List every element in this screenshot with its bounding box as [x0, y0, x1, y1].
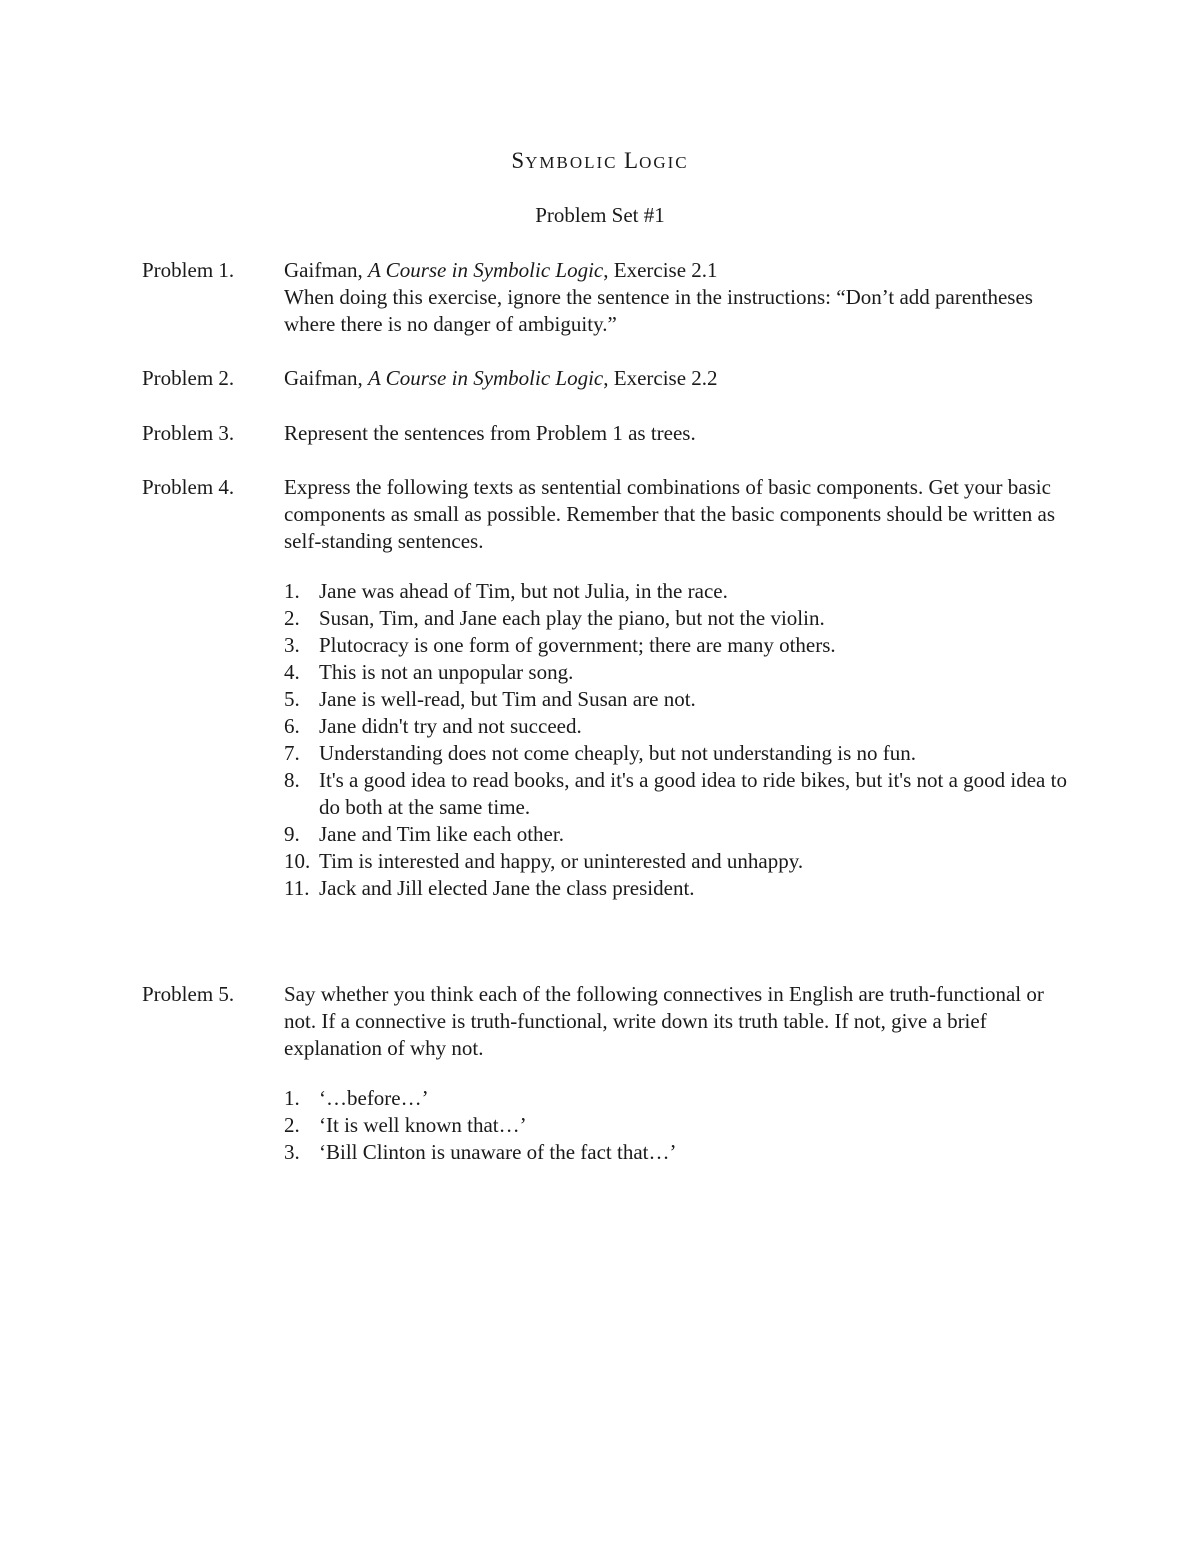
problem-note: When doing this exercise, ignore the sentence in the instructions: “Don’t add parentheses where there is no danger of ambiguity.”: [284, 285, 1033, 336]
problem-4-list: [284, 578, 1074, 902]
list-item: 1. ‘…before…’: [284, 1086, 429, 1110]
list-item: 2. ‘It is well known that…’: [284, 1113, 527, 1137]
problem-text: Represent the sentences from Problem 1 as trees.: [284, 421, 696, 445]
problem-label: Problem 3.: [142, 421, 235, 445]
list-item: 2. Susan, Tim, and Jane each play the piano, but not the violin.: [284, 606, 825, 630]
list-item: 4. This is not an unpopular song.: [284, 660, 574, 684]
list-item: 11. Jack and Jill elected Jane the class president.: [284, 876, 695, 900]
problem-body: [284, 257, 1074, 338]
problem-label: Problem 4.: [142, 475, 235, 499]
problem-body: [284, 365, 1074, 392]
problem-text: Say whether you think each of the following connectives in English are truth-functional or not. If a connective is truth-functional, write down its truth table. If not, give a brief explanation of why not.: [284, 982, 1044, 1060]
list-item: 3. Plutocracy is one form of government; there are many others.: [284, 633, 836, 657]
list-item: 6. Jane didn't try and not succeed.: [284, 714, 582, 738]
list-item: 5. Jane is well-read, but Tim and Susan are not.: [284, 687, 696, 711]
book-title: A Course in Symbolic Logic: [367, 258, 604, 282]
problem-text: Express the following texts as sentential combinations of basic components. Get your basic components as small as possible. Remember that the basic components should be written as self-standing sentences.: [284, 475, 1056, 553]
list-item: 1. Jane was ahead of Tim, but not Julia, in the race.: [284, 579, 728, 603]
document-subtitle: Problem Set #1: [535, 203, 665, 227]
book-title: A Course in Symbolic Logic: [367, 366, 604, 390]
problem-body: [284, 981, 1074, 1062]
list-item: 9. Jane and Tim like each other.: [284, 822, 564, 846]
problem-5-list: [284, 1085, 1074, 1166]
list-item: 3. ‘Bill Clinton is unaware of the fact that…’: [284, 1140, 677, 1164]
problem-label: Problem 1.: [142, 258, 235, 282]
problem-label: Problem 2.: [142, 366, 235, 390]
list-item: 10. Tim is interested and happy, or uninterested and unhappy.: [284, 849, 804, 873]
problem-body: [284, 420, 1074, 447]
list-item: 8. It's a good idea to read books, and it's a good idea to ride bikes, but it's not a good idea to do both at the same time.: [284, 768, 1067, 819]
list-item: 7. Understanding does not come cheaply, but not understanding is no fun.: [284, 741, 917, 765]
problem-label: Problem 5.: [142, 982, 235, 1006]
document-title: SYMBOLIC LOGIC: [511, 148, 689, 173]
problem-reference: Gaifman, A Course in Symbolic Logic, Exercise 2.1: [284, 258, 718, 282]
problem-body: [284, 474, 1074, 555]
problem-reference: Gaifman, A Course in Symbolic Logic, Exercise 2.2: [284, 366, 718, 390]
